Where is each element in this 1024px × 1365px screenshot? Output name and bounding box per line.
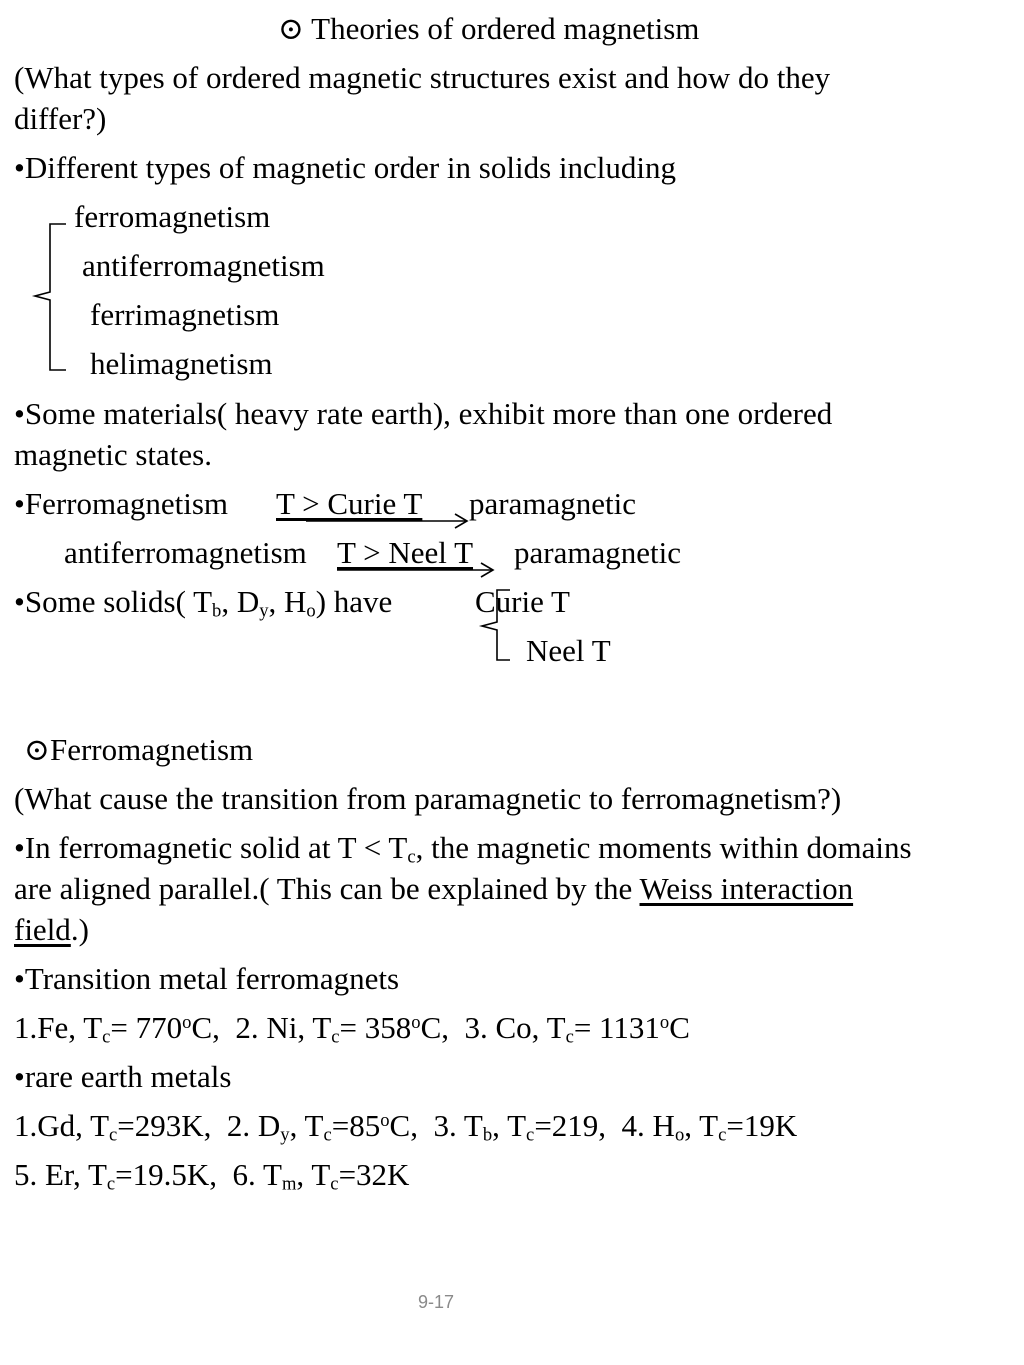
ferro-para-line-2 — [14, 872, 853, 906]
tm-co-val: = 1131 — [573, 1010, 660, 1045]
re-tm-t: , T — [296, 1157, 331, 1192]
re-tb-sub: b — [482, 1124, 493, 1146]
re-tb-tsub: c — [526, 1124, 535, 1146]
re-ho-tsub: c — [718, 1124, 727, 1146]
ferro-transition-condition: T > Curie T — [276, 486, 423, 521]
section-title-ordered-magnetism: ⊙ Theories of ordered magnetism — [278, 11, 700, 46]
re-tm-val: =32K — [338, 1157, 410, 1192]
tm-fe: 1.Fe, T — [14, 1010, 103, 1045]
re-ho-sub: o — [674, 1124, 685, 1146]
question-line-1: (What types of ordered magnetic structures exist and how do they — [14, 60, 831, 95]
re-er-val: =19.5K, — [115, 1157, 218, 1192]
re-tm-tsub: c — [330, 1173, 339, 1195]
re-tb-t: , T — [492, 1108, 527, 1143]
re-tb-val: =219, — [534, 1108, 607, 1143]
re-gd-sub: c — [109, 1124, 118, 1146]
types-brace — [35, 224, 66, 370]
re-gd: 1.Gd, T — [14, 1108, 110, 1143]
ferro-para-line-3 — [14, 913, 89, 947]
re-tb: 3. T — [433, 1108, 483, 1143]
tm-co-sub: c — [565, 1026, 574, 1048]
antiferro-transition-from: antiferromagnetism — [64, 535, 307, 570]
ferro-para-3b: .) — [70, 912, 89, 947]
re-dy-unit: C, — [389, 1108, 418, 1143]
re-ho-t: , T — [684, 1108, 719, 1143]
section-title-ferromagnetism: ⊙Ferromagnetism — [24, 732, 254, 767]
ferro-para-1b: , the magnetic moments within domains — [415, 830, 912, 865]
weiss-interaction-link: Weiss interaction — [639, 871, 854, 906]
antiferro-arrow-head — [481, 563, 493, 577]
re-tm-sub: m — [281, 1173, 297, 1195]
ferro-transition-to: paramagnetic — [469, 486, 636, 521]
antiferro-transition-to: paramagnetic — [514, 535, 681, 570]
tm-fe-val: = 770 — [110, 1010, 183, 1045]
tm-ni-val: = 358 — [339, 1010, 412, 1045]
sub-y: y — [259, 600, 269, 622]
re-ho-val: =19K — [726, 1108, 798, 1143]
tm-fe-sup: o — [182, 1011, 192, 1033]
sub-b: b — [212, 600, 222, 622]
weiss-field-link: field — [14, 912, 71, 947]
type-helimagnetism: helimagnetism — [90, 346, 273, 381]
tm-co-sup: o — [659, 1011, 670, 1033]
ferro-question: (What cause the transition from paramagnetic to ferromagnetism?) — [14, 781, 842, 816]
ferro-arrow-head — [455, 514, 467, 528]
ferro-para-2a: are aligned parallel.( This can be explained by the — [14, 871, 640, 906]
rare-earth-list-1 — [14, 1108, 798, 1146]
re-tm: 6. T — [232, 1157, 282, 1192]
antiferro-transition-condition: T > Neel T — [337, 535, 474, 570]
sub-o: o — [306, 600, 316, 622]
ferro-para-1a: •In ferromagnetic solid at T < T — [14, 830, 408, 865]
re-er-sub: c — [106, 1173, 116, 1195]
tm-co: 3. Co, T — [464, 1010, 566, 1045]
ferro-para-line-1 — [14, 830, 912, 868]
question-line-2: differ?) — [14, 101, 107, 136]
re-dy: 2. D — [226, 1108, 281, 1143]
some-solids-d: , D — [221, 584, 260, 619]
re-er: 5. Er, T — [14, 1157, 107, 1192]
transition-metal-list — [14, 1010, 690, 1048]
sub-c: c — [407, 846, 416, 868]
tm-fe-unit: C, — [191, 1010, 220, 1045]
re-dy-sub: y — [280, 1124, 290, 1146]
bullet-magnetic-order-types: •Different types of magnetic order in solids including — [14, 150, 676, 185]
some-solids-suffix: ) have — [315, 584, 393, 619]
bullet-multiple-states-1: •Some materials( heavy rate earth), exhibit more than one ordered — [14, 396, 833, 431]
bullet-multiple-states-2: magnetic states. — [14, 437, 212, 472]
rare-earth-list-2 — [14, 1157, 410, 1195]
re-dy-t: , T — [289, 1108, 324, 1143]
solids-neel-t: Neel T — [526, 633, 611, 668]
rare-earth-heading: •rare earth metals — [14, 1059, 232, 1094]
some-solids-prefix: •Some solids( T — [14, 584, 213, 619]
type-ferrimagnetism: ferrimagnetism — [90, 297, 280, 332]
transition-metal-heading: •Transition metal ferromagnets — [14, 961, 400, 996]
solids-curie-t: Curie T — [475, 584, 570, 619]
re-gd-val: =293K, — [117, 1108, 212, 1143]
type-ferromagnetism: ferromagnetism — [74, 199, 271, 234]
re-ho: 4. H — [621, 1108, 675, 1143]
tm-ni: 2. Ni, T — [235, 1010, 332, 1045]
page-number: 9-17 — [418, 1292, 455, 1312]
tm-ni-sub: c — [331, 1026, 340, 1048]
tm-co-unit: C — [669, 1010, 690, 1045]
some-solids-h: , H — [268, 584, 307, 619]
re-dy-tsub: c — [323, 1124, 332, 1146]
re-dy-sup: o — [380, 1109, 390, 1131]
re-dy-val: =85 — [331, 1108, 381, 1143]
some-solids-line — [14, 584, 393, 622]
tm-ni-sup: o — [411, 1011, 421, 1033]
tm-fe-sub: c — [102, 1026, 111, 1048]
ferro-transition-from: •Ferromagnetism — [14, 486, 229, 521]
tm-ni-unit: C, — [420, 1010, 449, 1045]
type-antiferromagnetism: antiferromagnetism — [82, 248, 325, 283]
